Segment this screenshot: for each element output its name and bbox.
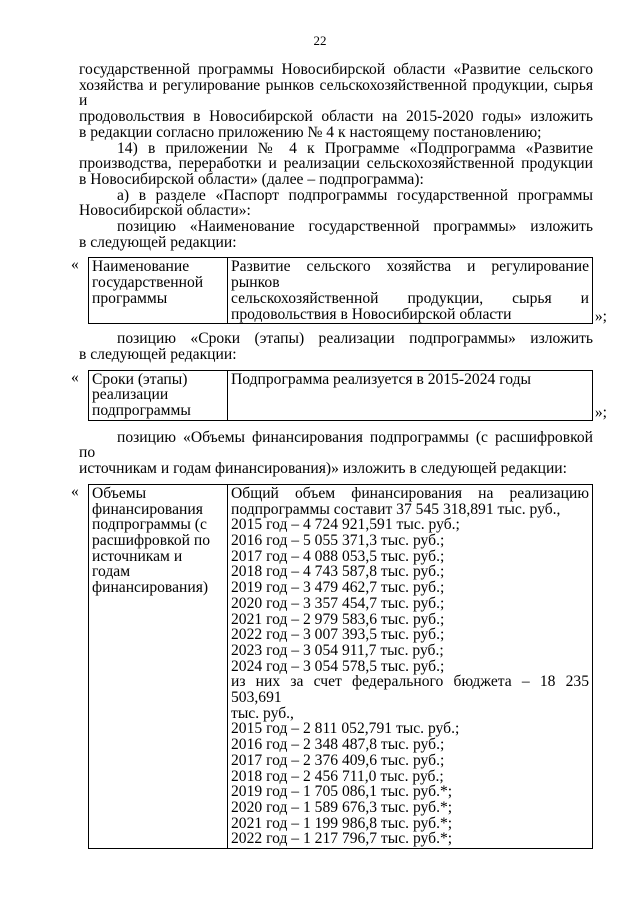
document-body bbox=[71, 61, 607, 849]
label-line: подпрограммы bbox=[92, 402, 191, 420]
total-line: подпрограммы составит 37 545 318,891 тыс. руб., bbox=[231, 500, 561, 518]
federal-year-amount: 2016 год – 2 348 487,8 тыс. руб.; bbox=[231, 736, 445, 754]
year-amount: 2015 год – 4 724 921,591 тыс. руб.; bbox=[231, 516, 460, 534]
label-line: программы bbox=[92, 289, 168, 307]
text-line: в Новосибирской области» (далее – подпрограмма): bbox=[79, 170, 424, 188]
close-quote: »; bbox=[594, 307, 607, 325]
federal-line: из них за счет федерального бюджета – 18 235 503,691 bbox=[231, 673, 589, 707]
table-financing bbox=[88, 484, 593, 849]
paragraph-position-financing bbox=[79, 430, 593, 477]
paragraph-position-name bbox=[79, 219, 593, 250]
label-line: финансирования) bbox=[92, 579, 209, 597]
federal-year-amount: 2022 год – 1 217 796,7 тыс. руб.*; bbox=[231, 830, 453, 848]
text-line: продовольствия в Новосибирской области на 2015-2020 годы» изложить bbox=[79, 108, 593, 126]
label-line: расшифровкой по bbox=[92, 531, 211, 549]
open-quote: « bbox=[71, 482, 79, 500]
table-row bbox=[89, 258, 593, 324]
table-program-name bbox=[88, 257, 593, 324]
label-line: годам bbox=[92, 563, 131, 581]
label-line: Объемы bbox=[92, 484, 147, 502]
year-amount: 2023 год – 3 054 911,7 тыс. руб.; bbox=[231, 641, 444, 659]
year-amount: 2020 год – 3 357 454,7 тыс. руб.; bbox=[231, 594, 445, 612]
text-line: позицию «Сроки (этапы) реализации подпрограммы» изложить bbox=[117, 330, 593, 348]
table-terms bbox=[88, 370, 593, 421]
table-program-name-wrapper bbox=[71, 256, 607, 325]
value-line: сельскохозяйственной продукции, сырья и bbox=[231, 289, 589, 307]
year-amount: 2022 год – 3 007 393,5 тыс. руб.; bbox=[231, 626, 445, 644]
page-number: 22 bbox=[313, 33, 327, 48]
table-cell-value bbox=[228, 370, 593, 420]
table-cell-value bbox=[228, 258, 593, 324]
label-line: Сроки (этапы) bbox=[92, 370, 188, 388]
year-amount: 2024 год – 3 054 578,5 тыс. руб.; bbox=[231, 657, 445, 675]
year-amount: 2018 год – 4 743 587,8 тыс. руб.; bbox=[231, 563, 445, 581]
federal-year-amount: 2021 год – 1 199 986,8 тыс. руб.*; bbox=[231, 814, 453, 832]
total-line: Общий объем финансирования на реализацию bbox=[231, 484, 589, 502]
label-line: финансирования bbox=[92, 500, 203, 518]
federal-line: тыс. руб., bbox=[231, 704, 294, 722]
paragraph-item-a bbox=[79, 188, 593, 219]
text-line: в редакции согласно приложению № 4 к настоящему постановлению; bbox=[79, 123, 542, 141]
year-amount: 2021 год – 2 979 583,6 тыс. руб.; bbox=[231, 610, 445, 628]
year-amount: 2017 год – 4 088 053,5 тыс. руб.; bbox=[231, 547, 445, 565]
text-line: позицию «Наименование государственной программы» изложить bbox=[117, 218, 593, 236]
label-line: источникам и bbox=[92, 547, 183, 565]
federal-year-amount: 2020 год – 1 589 676,3 тыс. руб.*; bbox=[231, 798, 453, 816]
table-terms-wrapper bbox=[71, 368, 607, 422]
label-line: Наименование bbox=[92, 258, 190, 276]
table-cell-label bbox=[89, 370, 228, 420]
table-cell-value bbox=[228, 484, 593, 848]
paragraph-item-14 bbox=[79, 141, 593, 188]
open-quote: « bbox=[71, 368, 79, 386]
label-line: реализации bbox=[92, 386, 169, 404]
text-line: производства, переработки и реализации сельскохозяйственной продукции bbox=[79, 155, 593, 173]
table-row bbox=[89, 370, 593, 420]
value-line: продовольствия в Новосибирской области bbox=[231, 305, 512, 323]
text-line: источникам и годам финансирования)» изложить в следующей редакции: bbox=[79, 460, 567, 478]
label-line: государственной bbox=[92, 274, 204, 292]
value-line: Подпрограмма реализуется в 2015-2024 годы bbox=[231, 370, 531, 388]
federal-year-amount: 2015 год – 2 811 052,791 тыс. руб.; bbox=[231, 720, 460, 738]
text-line: а) в разделе «Паспорт подпрограммы государственной программы bbox=[117, 186, 593, 204]
text-line: позицию «Объемы финансирования подпрограммы (с расшифровкой по bbox=[79, 428, 593, 462]
paragraph-position-terms bbox=[79, 331, 593, 362]
label-line: подпрограммы (с bbox=[92, 516, 207, 534]
table-cell-label bbox=[89, 484, 228, 848]
text-line: 14) в приложении № 4 к Программе «Подпрограмма «Развитие bbox=[117, 139, 593, 157]
federal-year-amount: 2018 год – 2 456 711,0 тыс. руб.; bbox=[231, 767, 444, 785]
paragraph-program-title bbox=[79, 62, 593, 141]
table-financing-wrapper bbox=[71, 482, 593, 849]
text-line: Новосибирской области»: bbox=[79, 202, 251, 220]
open-quote: « bbox=[71, 256, 79, 274]
text-line: в следующей редакции: bbox=[79, 233, 237, 251]
year-amount: 2019 год – 3 479 462,7 тыс. руб.; bbox=[231, 579, 445, 597]
year-amount: 2016 год – 5 055 371,3 тыс. руб.; bbox=[231, 531, 445, 549]
text-line: государственной программы Новосибирской области «Развитие сельского bbox=[79, 61, 593, 78]
value-line: Развитие сельского хозяйства и регулирование рынков bbox=[231, 258, 589, 292]
federal-year-amount: 2017 год – 2 376 409,6 тыс. руб.; bbox=[231, 751, 445, 769]
close-quote: »; bbox=[594, 404, 607, 422]
text-line: в следующей редакции: bbox=[79, 345, 237, 363]
text-line: хозяйства и регулирование рынков сельскохозяйственной продукции, сырья и bbox=[79, 76, 593, 110]
table-row bbox=[89, 484, 593, 848]
table-cell-label bbox=[89, 258, 228, 324]
federal-year-amount: 2019 год – 1 705 086,1 тыс. руб.*; bbox=[231, 783, 453, 801]
